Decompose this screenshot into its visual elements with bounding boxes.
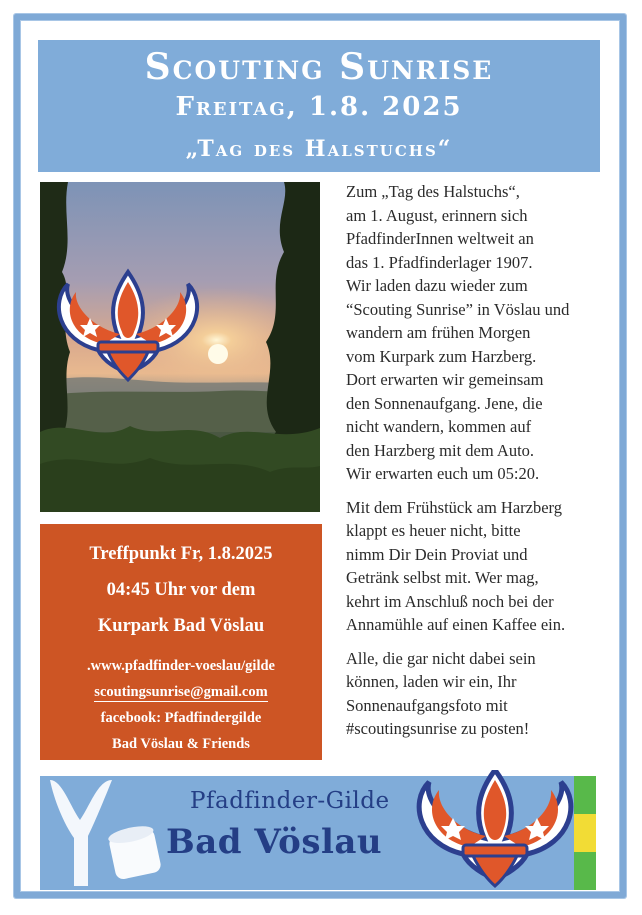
footer-banner: [40, 776, 596, 890]
meeting-time: 04:45 Uhr vor dem: [106, 580, 256, 600]
org-name-top: Pfadfinder-Gilde: [190, 788, 390, 814]
meeting-date: Treffpunkt Fr, 1.8.2025: [89, 544, 273, 564]
header-banner: [38, 40, 600, 172]
invitation-text: [346, 180, 608, 751]
meeting-point-box: [40, 524, 322, 760]
paragraph-intro: Zum „Tag des Halstuchs“, am 1. August, erinnern sich PfadfinderInnen weltweit an das 1. Pfadfinderlager 1907. Wir laden dazu wieder zum “Scouting Sunrise” in Vöslau und wandern am frühen Morgen vom Kurpark zum Harzberg. Dort erwarten wir gemeinsam den Sonnenaufgang. Jene, die nicht wandern, kommen auf den Harzberg mit dem Auto. Wir erwarten euch um 05:20.: [346, 182, 570, 483]
page-title: Scouting Sunrise: [144, 46, 494, 88]
facebook-line-2: Bad Vöslau & Friends: [112, 736, 250, 752]
org-name-main: Bad Vöslau: [166, 822, 383, 862]
scout-lily-logo: [410, 770, 580, 892]
meeting-place: Kurpark Bad Vöslau: [97, 616, 265, 636]
paragraph-breakfast: Mit dem Frühstück am Harzberg klappt es heuer nicht, bitte nimm Dir Dein Proviat und Getränk selbst mit. Wer mag, kehrt im Anschluß noch bei der Annamühle auf einen Kaffee ein.: [346, 497, 566, 634]
color-strip: [574, 776, 596, 890]
paragraph-photo: Alle, die gar nicht dabei sein können, laden wir ein, Ihr Sonnenaufgangsfoto mit #scoutingsunrise zu posten!: [346, 648, 536, 738]
event-date: Freitag, 1.8. 2025: [175, 92, 463, 122]
scarf-ring-icon: [40, 776, 170, 890]
sunrise-photo: [40, 182, 320, 512]
website-link[interactable]: .www.pfadfinder-voeslau/gilde: [87, 658, 275, 674]
event-subtitle: „Tag des Halstuchs“: [185, 136, 453, 162]
facebook-line-1: facebook: Pfadfindergilde: [100, 710, 262, 726]
email-link[interactable]: scoutingsunrise@gmail.com: [94, 684, 268, 700]
